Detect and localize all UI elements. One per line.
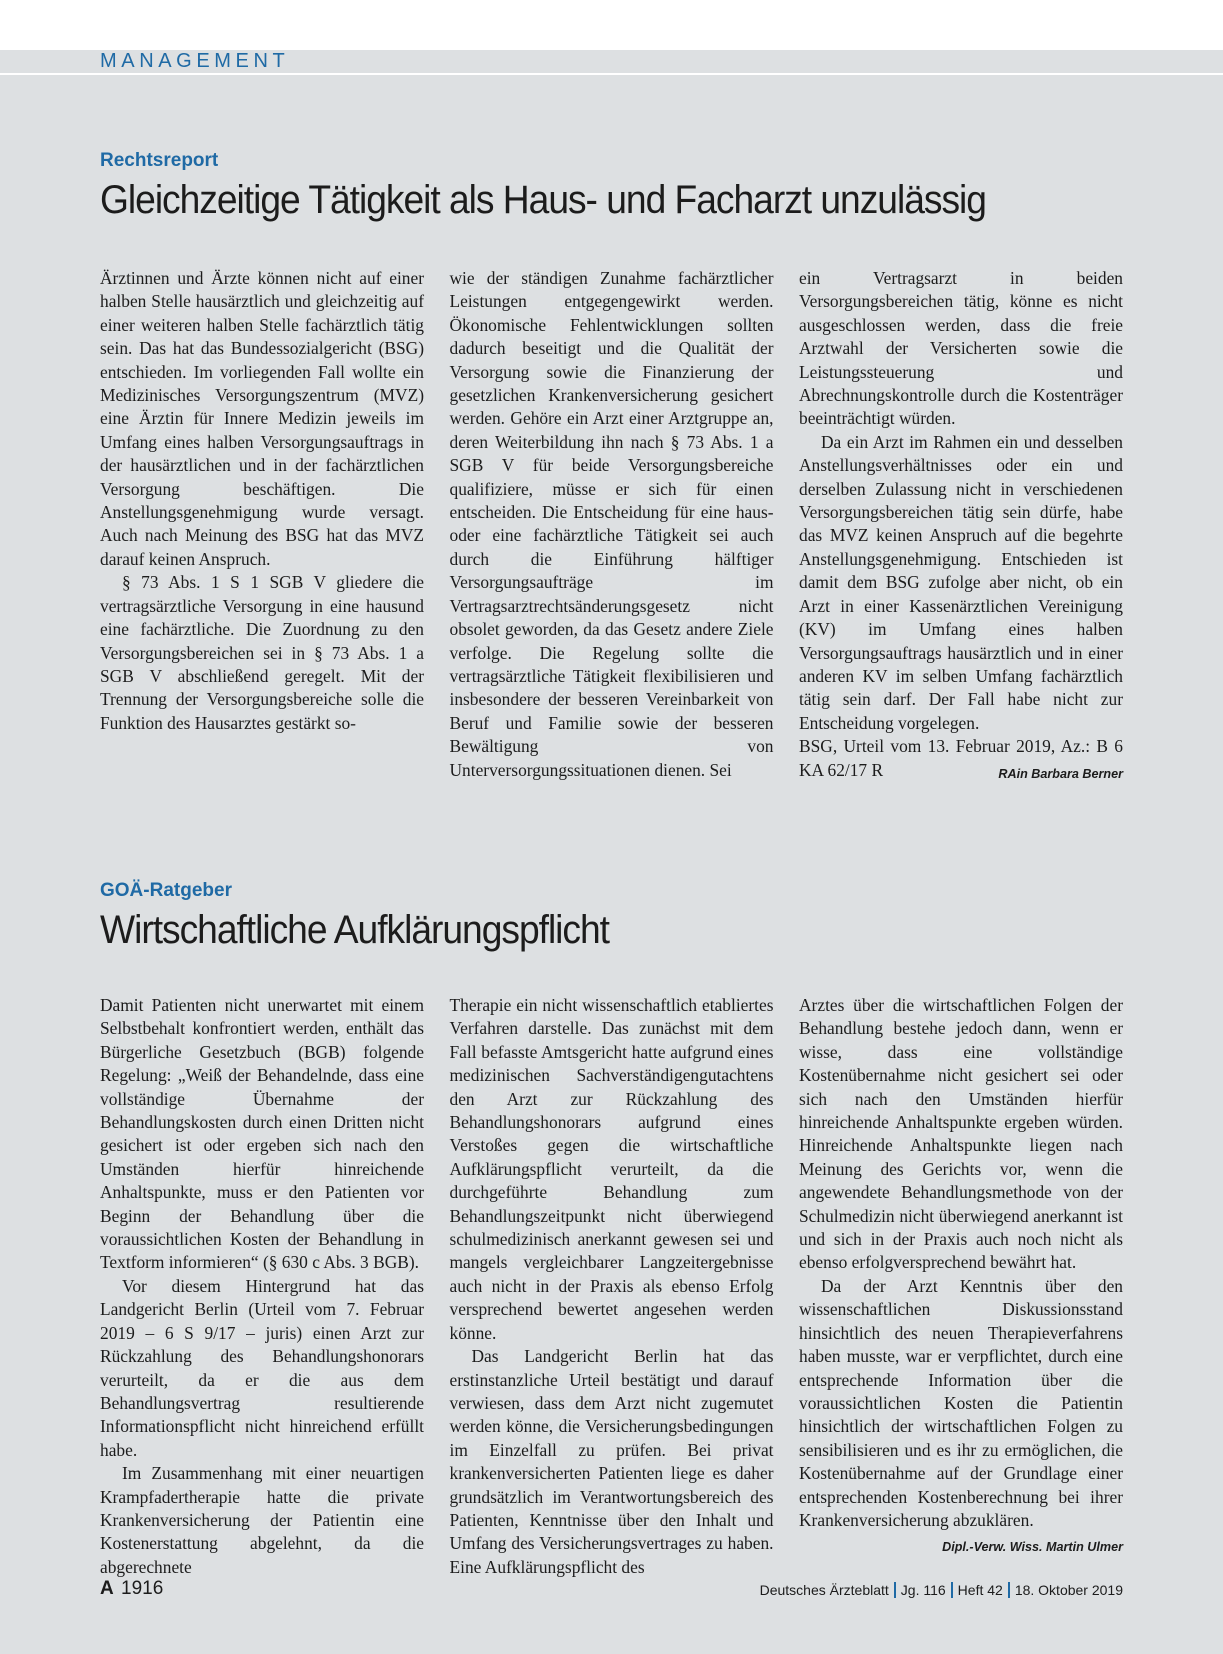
journal-info xyxy=(760,1582,1123,1598)
journal-issue: Heft 42 xyxy=(957,1582,1003,1598)
journal-volume: Jg. 116 xyxy=(900,1582,946,1598)
paragraph: Da ein Arzt im Rahmen ein und desselben Anstellungsverhältnisses oder ein und derselben Zulassung nicht in verschiedenen Versorgungsbereichen tätig sein dürfe, habe das MVZ keinen Anspruch auf die begehrte Anstellungsgenehmigung. Entschieden ist damit dem BSG zufolge aber nicht, ob ein Arzt in einer Kassenärztlichen Vereinigung (KV) im Umfang eines halben Versorgungsauftrags hausärztlich und in einer anderen KV im selben Umfang fachärztlich tätig sein darf. Der Fall habe nicht zur Entscheidung vorgelegen. xyxy=(799,431,1123,733)
separator xyxy=(951,1582,953,1598)
paragraph-text: Da der Arzt Kenntnis über den wissenschaftlichen Diskussionsstand hinsichtlich des neuen Therapieverfahrens haben musste, war er verpflichtet, durch eine entsprechende Information über die voraussichtlichen Kosten die Patientin hinsichtlich der wirtschaftlichen Folgen zu sensibilisieren und es ihr zu ermöglichen, die Kostenübernahme auf der Grundlage einer entsprechenden Kostenberechnung bei ihrer Krankenversicherung abzuklären. xyxy=(799,1275,1123,1530)
paragraph: Ärztinnen und Ärzte können nicht auf einer halben Stelle hausärztlich und gleichzeitig auf einer weiteren halben Stelle fachärztlich tätig sein. Das hat das Bundessozialgericht (BSG) entschieden. Im vorliegenden Fall wollte ein Medizinisches Versorgungszentrum (MVZ) eine Ärztin für Innere Medizin jeweils im Umfang eines halben Versorgungsauftrags in der hausärztlichen und in der fachärztlichen Versorgung beschäftigen. Die Anstellungsgenehmigung wurde versagt. Auch nach Meinung des BSG hat das MVZ darauf keinen Anspruch. xyxy=(100,268,424,569)
article1-body xyxy=(100,267,1123,786)
article2-body xyxy=(100,994,1123,1579)
article2-column-2 xyxy=(450,994,774,1579)
page-number xyxy=(100,1578,163,1600)
page-prefix: A xyxy=(100,1578,114,1599)
paragraph: Im Zusammenhang mit einer neuartigen Krampfadertherapie hatte die private Krankenversicherung der Patientin eine Kostenerstattung abgelehnt, da die abgerechnete xyxy=(100,1463,424,1577)
author-name: Dipl.-Verw. Wiss. Martin Ulmer xyxy=(942,1540,1123,1555)
article2-column-3 xyxy=(799,994,1123,1579)
top-band xyxy=(0,0,1223,50)
citation xyxy=(799,735,1123,782)
paragraph: ein Vertragsarzt in beiden Versorgungsbereichen tätig, könne es nicht ausgeschlossen werden, dass die freie Arztwahl der Versicherten sowie die Leistungssteuerung und Abrechnungskontrolle durch die Kostenträger beeinträchtigt würden. xyxy=(799,268,1123,429)
section-label: MANAGEMENT xyxy=(100,50,290,72)
article1-column-2 xyxy=(450,267,774,786)
paragraph xyxy=(799,1275,1123,1555)
paragraph: Therapie ein nicht wissenschaftlich etabliertes Verfahren darstelle. Das zunächst mit dem Fall befasste Amtsgericht hatte aufgrund eines medizinischen Sachverständigengutachtens den Arzt zur Rückzahlung des Behandlungshonorars aufgrund eines Verstoßes gegen die wirtschaftliche Aufklärungspflicht verurteilt, da die durchgeführte Behandlung zum Behandlungszeitpunkt nicht überwiegend schulmedizinisch anerkannt gewesen sei und mangels vergleichbarer Langzeitergebnisse auch nicht in der Praxis als ebenso Erfolg versprechend bewertet angesehen werden könne. xyxy=(449,995,774,1343)
journal-date: 18. Oktober 2019 xyxy=(1014,1582,1123,1598)
article2-column-1 xyxy=(100,994,424,1579)
paragraph: Damit Patienten nicht unerwartet mit einem Selbstbehalt konfrontiert werden, enthält das Bürgerliche Gesetzbuch (BGB) folgende Regelung: „Weiß der Behandelnde, dass eine vollständige Übernahme der Behandlungskosten durch einen Dritten nicht gesichert ist oder ergeben sich nach den Umständen hierfür hinreichende Anhaltspunkte, muss er den Patienten vor Beginn der Behandlung über die voraussichtlichen Kosten der Behandlung in Textform informieren“ (§ 630 c Abs. 3 BGB). xyxy=(100,995,424,1273)
citation-text: BSG, Urteil vom 13. Februar 2019, Az.: B 6 KA 62/17 R xyxy=(799,736,1123,780)
page-number-value: 1916 xyxy=(121,1578,164,1599)
article2-title: Wirtschaftliche Aufklärungspflicht xyxy=(100,908,609,952)
separator xyxy=(894,1582,896,1598)
article1-kicker: Rechtsreport xyxy=(100,150,219,171)
article1-title: Gleichzeitige Tätigkeit als Haus- und Facharzt unzulässig xyxy=(100,178,986,222)
paragraph: § 73 Abs. 1 S 1 SGB V gliedere die vertragsärztliche Versorgung in eine hausund eine fachärztliche. Die Zuordnung zu den Versorgungsbereichen sei in § 73 Abs. 1 a SGB V abschließend geregelt. Mit der Trennung der Versorgungsbereiche solle die Funktion des Hausarztes gestärkt so- xyxy=(100,572,424,733)
separator xyxy=(1008,1582,1010,1598)
header-rule xyxy=(0,73,1223,75)
paragraph: wie der ständigen Zunahme fachärztlicher Leistungen entgegengewirkt werden. Ökonomische Fehlentwicklungen sollten dadurch beseitigt und die Qualität der Versorgung sowie die Finanzierung der gesetzlichen Krankenversicherung gesichert werden. Gehöre ein Arzt einer Arztgruppe an, deren Weiterbildung ihn nach § 73 Abs. 1 a SGB V für beide Versorgungsbereiche qualifiziere, müsse er sich für einen entscheiden. Die Entscheidung für eine haus- oder eine fachärztliche Tätigkeit sei auch durch die Einführung hälftiger Versorgungsaufträge im Vertragsarztrechtsänderungsgesetz nicht obsolet geworden, da das Gesetz andere Ziele verfolge. Die Regelung sollte die vertragsärztliche Tätigkeit flexibilisieren und insbesondere der besseren Vereinbarkeit von Beruf und Familie sowie der besseren Bewältigung von Unterversorgungssituationen dienen. Sei xyxy=(449,268,774,780)
paragraph: Vor diesem Hintergrund hat das Landgericht Berlin (Urteil vom 7. Februar 2019 – 6 S 9/17 – juris) einen Arzt zur Rückzahlung des Behandlungshonorars verurteilt, da er die aus dem Behandlungsvertrag resultierende Informationspflicht nicht hinreichend erfüllt habe. xyxy=(100,1275,424,1460)
author-name: RAin Barbara Berner xyxy=(998,766,1123,781)
paragraph: Das Landgericht Berlin hat das erstinstanzliche Urteil bestätigt und darauf verwiesen, dass dem Arzt nicht zugemutet werden könne, die Versicherungsbedingungen im Einzelfall zu prüfen. Bei privat krankenversicherten Patienten liege es daher grundsätzlich im Verantwortungsbereich des Patienten, Kenntnisse über den Inhalt und Umfang des Versicherungsvertrages zu haben. Eine Aufklärungspflicht des xyxy=(449,1346,774,1577)
article1-column-3 xyxy=(799,267,1123,786)
article1-column-1 xyxy=(100,267,424,786)
paragraph: Arztes über die wirtschaftlichen Folgen der Behandlung bestehe jedoch dann, wenn er wisse, dass eine vollständige Kostenübernahme nicht gesichert sei oder sich nach den Umständen hierfür hinreichende Anhaltspunkte ergeben würden. Hinreichende Anhaltspunkte liegen nach Meinung des Gerichts vor, wenn die angewendete Behandlungsmethode von der Schulmedizin nicht überwiegend anerkannt ist und sich in der Praxis auch noch nicht als ebenso erfolgversprechend bewährt hat. xyxy=(799,995,1123,1273)
article2-kicker: GOÄ-Ratgeber xyxy=(100,880,232,901)
journal-name: Deutsches Ärzteblatt xyxy=(759,1582,889,1598)
